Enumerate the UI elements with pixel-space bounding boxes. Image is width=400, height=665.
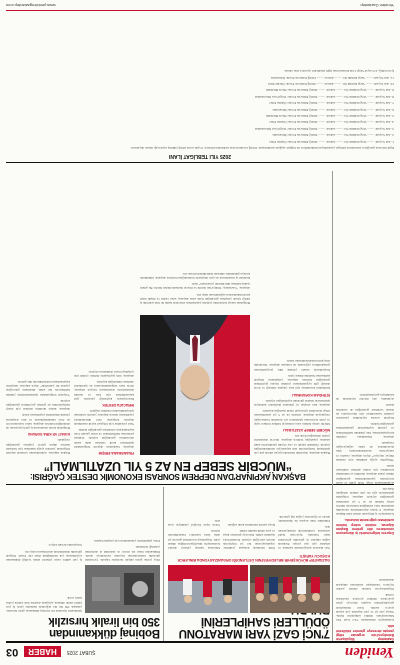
- bobinaj-photo-image: [85, 565, 160, 613]
- main-story-left-column: Deprem bölgesindeki iş dünyasının sorunlarını dile getiren Başkan Akpınar, mücbir sebep halinin uzatılması çağrısında bulundu. Gaziantep'te iş dünyasını temsil eden Başkan Akpınar, 6 Şubat depremlerinin ekonomik etkilerinin hala sürdüğünü belirterek mücbir sebep halinin en az 5 yıl uzatılması gerektiğini söyledi. Akpınar, bölgedeki işletmelerin ağır bir yük altında olduğunu ifade etti. Açıklamasında vergi, SGK primi ve kredi borçlarının yapılandırılması gerektiğine dikkat çeken Akpınar, üretimin ve istihdamın korunması için somut adımlar atılmasını istedi. “Bölgemiz ayağa kalkmak için zamana ihtiyaç duyuyor” diyen Akpınar, esnafın ve sanayicinin desteklenmesinin ülke ekonomisine de katkı sağlayacağını vurguladı. Akpınar, finansmana erişimin kolaylaştırılması, faiz yükünün hafifletilmesi ve yatırım teşviklerinin genişletilmesi gerektiğini belirtti. Deprem sonrası kaybedilen pazarların yeniden kazanılması için ihracatçılara ek destek verilmesi gerektiğini de sözlerine ekledi. Açıklama, oda meclisi üyelerinin de katılımıyla gerçekleştirildi.: [336, 392, 394, 535]
- tebligat-notice: [6, 12, 394, 163]
- footer-left: Yeniden Gaziantep: [360, 3, 394, 9]
- main-story-column-5: Başkan Akpınar, açıklamasının sonunda deprem bölgesinin yeniden ayağa kalkması için herkesin üzerine düşen görevi yapması gerektiğini vurguladı. KONUT VE KİRA SORUNU Bölgedeki konut sıkıntısının iş gücü piyasasını da etkilediğini belirten Akpınar, kalıcı konutların bir an önce tamamlanmasını ve kira artışlarına yönelik düzenleme yapılmasını istedi. Akpınar, kentte üretimin sürmesi için enerji maliyetlerinin de gözden geçirilmesi gerektiğini söyledi. “Deprem bölgesindeki işletmelerimizin yükünü hafifletecek her adım, ülkemizin geleceğine yapılan bir yatırımdır” diyen Akpınar, taleplerin karşılanmasını beklediklerini dile getirdi.: [6, 379, 70, 455]
- marathon-podium-photo: [168, 565, 248, 613]
- footer-right: www.yenidengaziantep.com: [6, 3, 56, 9]
- main-story-photo-image: [140, 315, 250, 455]
- marathon-award-photo: [250, 565, 330, 613]
- main-story-photo: [140, 315, 250, 455]
- main-story-headline-line2: “MÜCBİR SEBEP EN AZ 5 YIL UZATILMALI”: [44, 459, 292, 473]
- marathon-body-column-3: Maratona katılan yabancı atletler Gaziantep'in misafirperverliğine dikkat çekti. Organizasyon komitesi gelecek yıl daha fazla katılımcı beklediklerini belirtti. Tören toplu fotoğraf çekimiyle sona erdi.: [168, 518, 220, 550]
- bobinaj-headline-line2: 350 bin liralık hırsızlık: [48, 615, 160, 627]
- main-story-column-3: Bölgedeki sanayi tesislerinin yeniden yapılanması sürecinde kamu ile özel sektörün iş birliği içinde çalışması gerektiğini ifade eden Akpınar, uzun vadeli ve düşük faizli kredi imkanlarının sağlanmasını talep etti. Akpınar, “Gaziantep, Türkiye'nin üretim ve ihracat merkezlerinden biridir. Bu şehrin ayakta kalması tüm ülkenin yararınadır” dedi. Kentteki iş insanlarının da aynı taleplerde bulunduğunu belirten Akpınar, hükümetin konuyu gündemine almasını beklediklerini ifade etti.: [140, 271, 250, 305]
- bobinaj-body-column-2: Olay yerine gelen ekipler inceleme başlattı. Çevredeki güvenlik kameralarının kayıtları incelemeye alındı. Dükkandan bakır tel, motor ve elektrikli el aletlerinin çalındığı belirlendi. Polis, şüphelilerin yakalanması için çalışma başlattı.: [85, 539, 160, 562]
- main-story-column-2: Başkan Akpınar, depremin üzerinden geçen sürede pek çok işletmenin faaliyetlerini tam kapasiteyle sürdüremediğini söyledi. Özellikle küçük ve orta ölçekli işletmelerin nakit sıkıntısı yaşadığını belirten Akpınar, mevcut desteklerin yeterli olmadığını ifade etti. MÜCBİR SEBEP UZATILMALI Mücbir sebep halinin sona ermesiyle birlikte biriken vergi ve prim borçlarının işletmeleri zor durumda bırakacağını vurgulayan Akpınar, sürenin en az 5 yıl uzatılmasının bölge ekonomisi için hayati önem taşıdığını kaydetti. Akpınar, kira artışları ve yükselen maliyetler nedeniyle işletmelerin rekabet gücünün zayıfladığını söyledi. İSTİHDAM KORUNMALI İstihdamın korunması için kısa çalışma ödeneği ve ücret desteği gibi uygulamaların yeniden hayata geçirilmesi gerektiğini belirten Akpınar, çalışanların bölgede kalmasının önemine dikkat çekti. Depremzede esnafa yönelik hibe programlarının genişletilmesi çağrısında da bulunan Akpınar, bürokratik süreçlerin hızlandırılmasını istedi.: [254, 359, 330, 455]
- bobinaj-photo: [85, 565, 160, 613]
- marathon-body-column-1: Yarı maraton kategorisinde kadınlar ve erkekler ayrı ayrı yarıştı. Parkurda sağlık ekipleri ve güvenlik görevlileri hazır bulundu. Sporcular hedef noktasına vardıklarında madalyalarını aldı. Etkinlikte halk koşusu da düzenlendi; aileler ve öğrenciler yoğun ilgi gösterdi.: [278, 514, 330, 550]
- section-tag: HABER: [24, 647, 60, 658]
- marathon-podium-photo-image: [168, 565, 248, 613]
- main-story-photo-credit: [140, 310, 250, 314]
- main-story-headline: [6, 459, 330, 481]
- main-story-headline-line1: BAŞKAN AKPINAR'DAN DEPREM SONRASI EKONOMİK DESTEK ÇAĞRISI:: [30, 472, 306, 481]
- marathon-award-photo-image: [250, 565, 330, 613]
- bobinaj-body-column-1: Şehitkamil ilçesinde bir bobinaj dükkanına giren hırsızlar, yaklaşık 350 bin lira değerinde malzeme çaldı. İş yeri sahibi sabah dükkanı açtığında durumu fark ederek polise haber verdi.: [6, 596, 82, 613]
- marathon-headline-line2: ÖDÜLLERİ SAHİPLERİNİ: [201, 615, 330, 627]
- marathon-body-column-2: Ödül töreninde konuşan yetkililer, organizasyonun her yıl büyüyerek devam edeceğini söyledi. Katılımcılara teşekkür edildi. Dereceye girenlere kupa ve para ödülü takdim edildi. Koşu, kentin tanıtımına katkı sağladı.: [223, 522, 275, 550]
- bobinaj-body-column-3: İş yeri sahibi, uzun yıllardır emek verdiği dükkanının soyulmasına çok üzüldüğünü ifade etti. Esnaf, bölgede güvenlik önlemlerinin artırılmasını talep etti. Soruşturma devam ediyor.: [6, 543, 82, 562]
- tebligat-notice-body: İlgili mevzuat gereğince adreslerine tebligat yapılamayan mükelleflere ait bilgiler aşağıda sunulmuştur. Tebliğ evrakının ilan tarihinden itibaren 15 gün sonra tebliğ edilmiş sayılacağı ilanen duyurulur. 1- Adı Soyadı: ........ Vergi Kimlik No: ........ Adresi: ........ Tebliğ Edilecek Evrak: Ödeme Emri 2- Adı Soyadı: ........ Vergi Kimlik No: ........ Adresi: ........ Tebliğ Edilecek Evrak: İhbarname 3- Adı Soyadı: ........ Vergi Kimlik No: ........ Adresi: ........ Tebliğ Edilecek Evrak: Vergi/Ceza İhbarnamesi 4- Adı Soyadı: ........ Vergi Kimlik No: ........ Adresi: ........ Tebliğ Edilecek Evrak: Ödeme Emri 5- Adı Soyadı: ........ Vergi Kimlik No: ........ Adresi: ........ Tebliğ Edilecek Evrak: Haciz Bildirimi 6- Adı Soyadı: ........ Vergi Kimlik No: ........ Adresi: ........ Tebliğ Edilecek Evrak: İhbarname 7- Adı Soyadı: ........ Vergi Kimlik No: ........ Adresi: ........ Tebliğ Edilecek Evrak: Ödeme Emri 8- Adı Soyadı: ........ Vergi Kimlik No: ........ Adresi: ........ Tebliğ Edilecek Evrak: Vergi/Ceza İhbarnamesi 9- Adı Soyadı: ........ Vergi Kimlik No: ........ Adresi: ........ Tebliğ Edilecek Evrak: Haciz Bildirimi 10- Adı Soyadı: ........ Vergi Kimlik No: ........ Adresi: ........ Tebliğ Edilecek Evrak: Ödeme Emri 11- Adı Soyadı: ........ Vergi Kimlik No: ........ Adresi: ........ Tebliğ Edilecek Evrak: İhbarname İş bu tebliğ, 213 sayılı Vergi Usul Kanunu'nun ilgili maddeleri uyarınca ilan olunur.: [130, 69, 394, 150]
- brand-logo: Yeniden: [344, 644, 394, 661]
- column-rule-2: [164, 487, 165, 641]
- marathon-headline-line1: 7'NCİ GAZİ YARI MARATONU: [178, 627, 330, 639]
- column-rule-1: [333, 171, 334, 641]
- masthead-right: [6, 646, 95, 658]
- tebligat-notice-title: 2025 YILI TEBLİGAT İLANI: [168, 153, 232, 159]
- bobinaj-headline-line1: Bobinaj dükkanından: [49, 627, 160, 639]
- bobinaj-headline: [6, 615, 160, 639]
- page-footer: [6, 2, 394, 11]
- marathon-red-subhead: GAZİANTEP BÜYÜKŞEHİR BELEDİYESİ'NİN ÜSTLENDİĞİ ORGANİZASYONDA BİNLERCE KOŞUCU YARIŞTI: [177, 553, 330, 562]
- page-number: 03: [6, 646, 19, 658]
- masthead-date: ŞUBAT 2025: [66, 649, 96, 655]
- marathon-lead-column: Gaziantep Büyükşehir Belediyesi'nin organize ettiği yarışta dereceye girenler ödüllerini aldı. Gaziantep'te düzenlenen 7'nci Gazi Yarı Maratonu'nda ödüller sahiplerini buldu. Yarışa yurt içi ve yurt dışından çok sayıda sporcu katıldı. Kent merkezinde gerçekleştirilen koşuda dereceye giren sporculara ödülleri protokol tarafından verildi. Organizasyona katılan atletler parkur boyunca vatandaşlar tarafından alkışlarla desteklendi.: [336, 578, 394, 641]
- masthead: [6, 641, 394, 661]
- main-story-column-4: FİNANSMANA ERİŞİM Akpınar, bankaların deprem bölgesindeki işletmelere kredi verirken daha esnek davranması gerektiğini söyledi. Teminat şartlarının hafifletilmesi ve kredi garanti fonu kaynaklarının artırılması gerektiğini belirtti. Yeni yatırımlar için bölgesel teşvik sisteminde deprem bölgesine özel düzenlemeler yapılmasını öneren Akpınar, yatırım ortamının iyileştirilmesinin önemine değindi. İHRACATA DESTEK İhracatçıların kaybettiği pazarları geri kazanabilmesi için fuar ve tanıtım desteklerinin artırılmasını isteyen Akpınar, döviz kuru dalgalanmalarının da işletmeleri olumsuz etkilediğini kaydetti. Akpınar, tüm paydaşlarla birlikte çözüm için çalışmaya hazır olduklarını söyledi.: [74, 369, 134, 455]
